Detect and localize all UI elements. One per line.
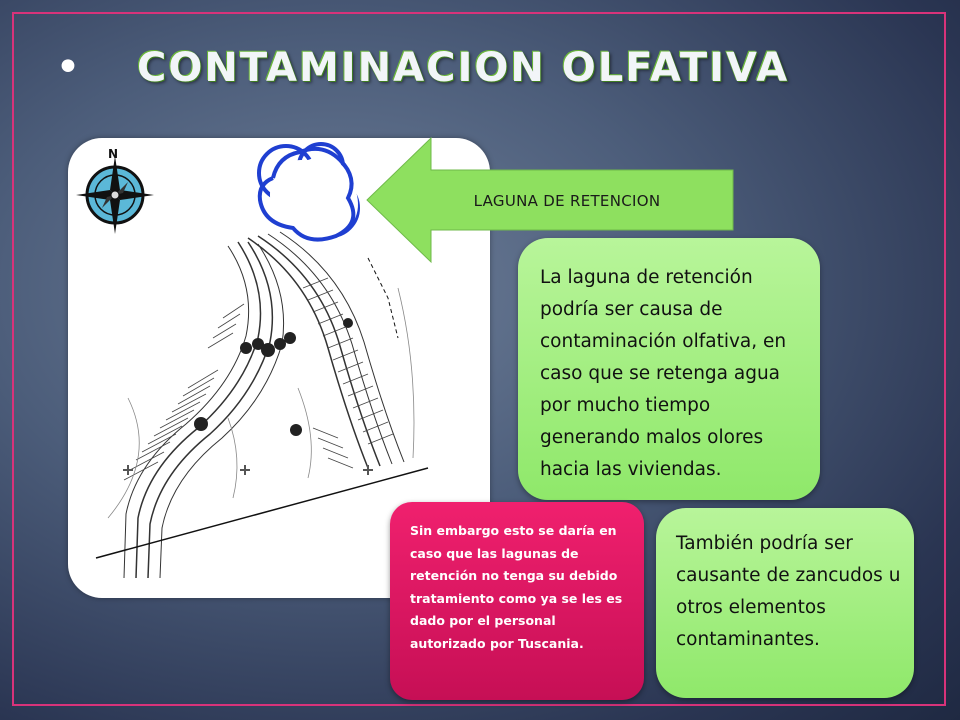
property-boundary xyxy=(96,468,428,558)
info-box-mosquitoes-text: También podría ser causante de zancudos u otros elementos contaminantes. xyxy=(676,533,901,650)
tree-symbols xyxy=(194,318,353,436)
info-box-treatment xyxy=(390,502,644,700)
slope-hatching xyxy=(124,278,393,480)
road-alignment xyxy=(124,232,404,578)
title-bullet: • xyxy=(55,42,81,93)
info-box-treatment-text: Sin embargo esto se daría en caso que las lagunas de retención no tenga su debido tratamiento como ya se les es dado por el personal autorizado por Tuscania. xyxy=(410,523,623,651)
info-box-olfactory-text: La laguna de retención podría ser causa de contaminación olfativa, en caso que se retenga agua por mucho tiempo generando malos olores hacia las viviendas. xyxy=(540,267,787,480)
compass-icon xyxy=(76,156,154,234)
compass-north-label: N xyxy=(108,147,119,161)
title-row xyxy=(55,38,915,98)
info-box-mosquitoes xyxy=(656,508,914,698)
slide-title: CONTAMINACION OLFATIVA xyxy=(137,45,790,91)
info-box-olfactory xyxy=(518,238,820,500)
callout-label: LAGUNA DE RETENCION xyxy=(473,192,661,210)
